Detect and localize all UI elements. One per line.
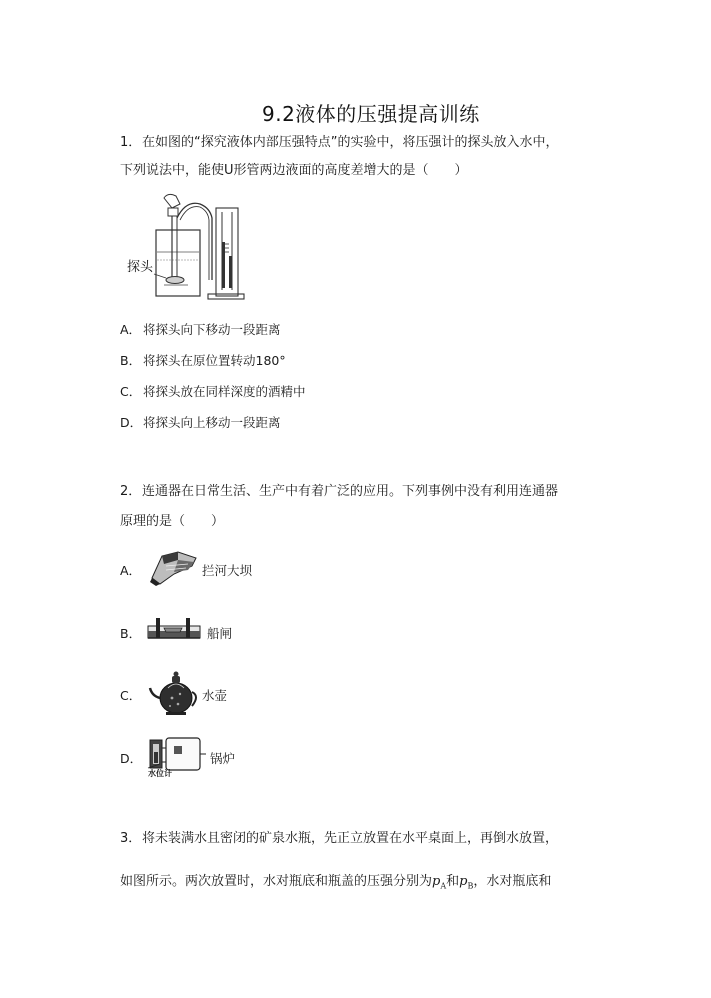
question-3-line-1: 将未装满水且密闭的矿泉水瓶，先正立放置在水平桌面上，再倒水放置， xyxy=(142,831,559,846)
question-1-line-1: 在如图的“探究液体内部压强特点”的实验中，将压强计的探头放入水中， xyxy=(142,135,559,150)
pressure-symbol-a: $p_A$ xyxy=(432,874,447,891)
q1-option-c-letter: C． xyxy=(120,384,142,399)
q2-option-c-text: 水壶 xyxy=(202,688,228,703)
q1-option-a-letter: A． xyxy=(120,322,142,337)
probe-label: 探头 xyxy=(127,260,154,275)
q2-option-b-text: 船闸 xyxy=(207,626,233,641)
conjunction-and: 和 xyxy=(446,874,460,889)
question-3-number: 3． xyxy=(120,831,142,846)
q2-option-a-text: 拦河大坝 xyxy=(202,563,253,578)
boiler-icon-caption: 水位计 xyxy=(148,768,172,778)
dam-icon xyxy=(148,548,200,588)
q1-option-b-letter: B． xyxy=(120,353,142,368)
q1-option-d-letter: D． xyxy=(120,415,143,430)
question-3-line-2 xyxy=(120,873,551,896)
pressure-symbol-b: $p_B$ xyxy=(459,874,474,891)
q2-option-d-text: 锅炉 xyxy=(210,751,236,766)
question-1-number: 1． xyxy=(120,135,142,150)
q1-option-c-text: 将探头放在同样深度的酒精中 xyxy=(143,384,306,399)
question-2-line-2: 原理的是（ ） xyxy=(120,514,225,529)
question-1-line-2: 下列说法中，能使U形管两边液面的高度差增大的是（ ） xyxy=(120,163,468,178)
pressure-gauge-figure xyxy=(120,190,250,305)
ship-lock-icon xyxy=(146,614,202,644)
question-3-line-2-end: ，水对瓶底和 xyxy=(473,874,552,889)
q2-option-a-letter: A． xyxy=(120,563,142,578)
q2-option-b-letter: B． xyxy=(120,626,142,641)
q1-option-b-text: 将探头在原位置转动180° xyxy=(143,353,286,368)
q1-option-a-text: 将探头向下移动一段距离 xyxy=(143,322,281,337)
teapot-icon xyxy=(148,668,200,718)
question-2-line-1: 连通器在日常生活、生产中有着广泛的应用。下列事例中没有利用连通器 xyxy=(142,484,559,499)
page-title: 9.2液体的压强提高训练 xyxy=(262,102,480,126)
question-2-number: 2． xyxy=(120,484,142,499)
q2-option-d-letter: D． xyxy=(120,751,143,766)
question-3-line-2-start: 如图所示。两次放置时，水对瓶底和瓶盖的压强分别为 xyxy=(120,874,433,889)
q1-option-d-text: 将探头向上移动一段距离 xyxy=(143,415,281,430)
q2-option-c-letter: C． xyxy=(120,688,142,703)
